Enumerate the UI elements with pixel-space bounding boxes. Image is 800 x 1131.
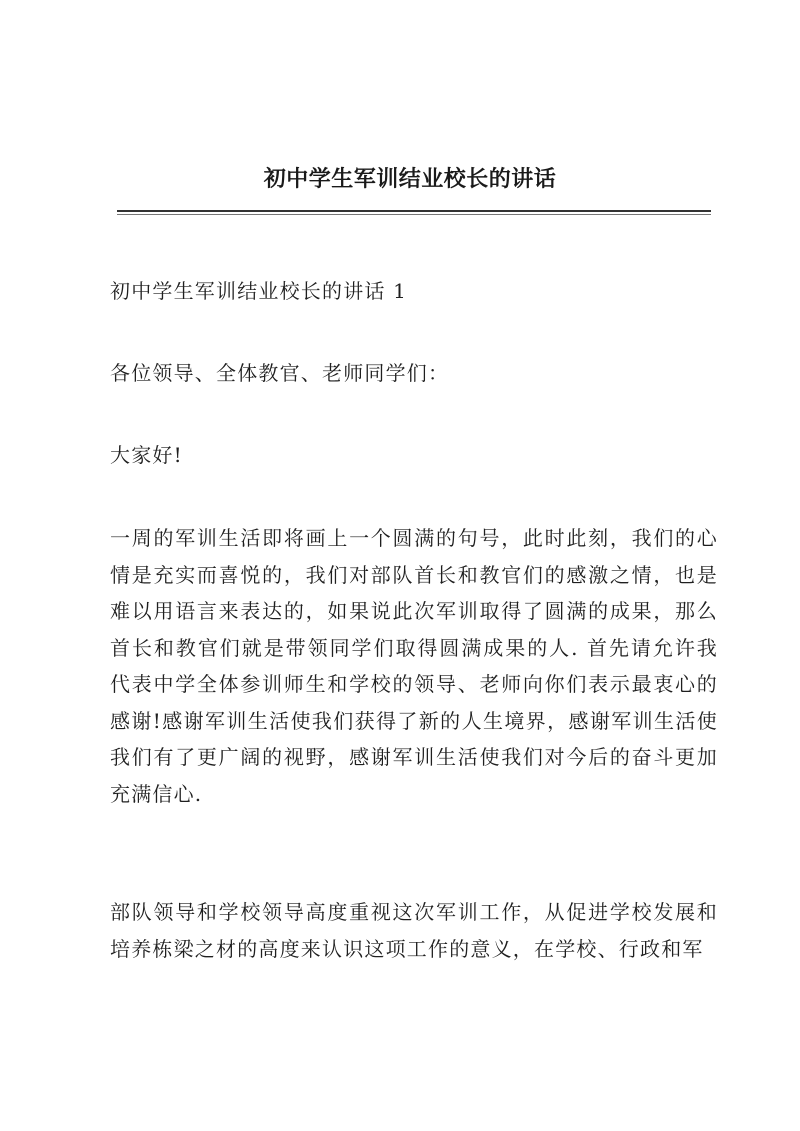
- greeting: 大家好!: [110, 443, 183, 467]
- salutation: 各位领导、全体教官、老师同学们：: [110, 361, 450, 385]
- section-heading: 初中学生军训结业校长的讲话 1: [110, 279, 408, 303]
- document-title: 初中学生军训结业校长的讲话: [263, 166, 557, 192]
- title-divider: [117, 210, 711, 212]
- title-divider-thin: [117, 214, 711, 215]
- body-paragraph: 部队领导和学校领导高度重视这次军训工作，从促进学校发展和培养栋梁之材的高度来认识这项工作的意义，在学校、行政和军: [110, 900, 718, 961]
- body-paragraph: 一周的军训生活即将画上一个圆满的句号，此时此刻，我们的心情是充实而喜悦的，我们对部队首长和教官们的感激之情，也是难以用语言来表达的，如果说此次军训取得了圆满的成果，那么首长和教官们就是带领同学们取得圆满成果的人. 首先请允许我代表中学全体参训师生和学校的领导、老师向你们表示最衷心的感谢!感谢军训生活使我们获得了新的人生境界，感谢军训生活使我们有了更广阔的视野，感谢军训生活使我们对今后的奋斗更加充满信心.: [110, 526, 718, 806]
